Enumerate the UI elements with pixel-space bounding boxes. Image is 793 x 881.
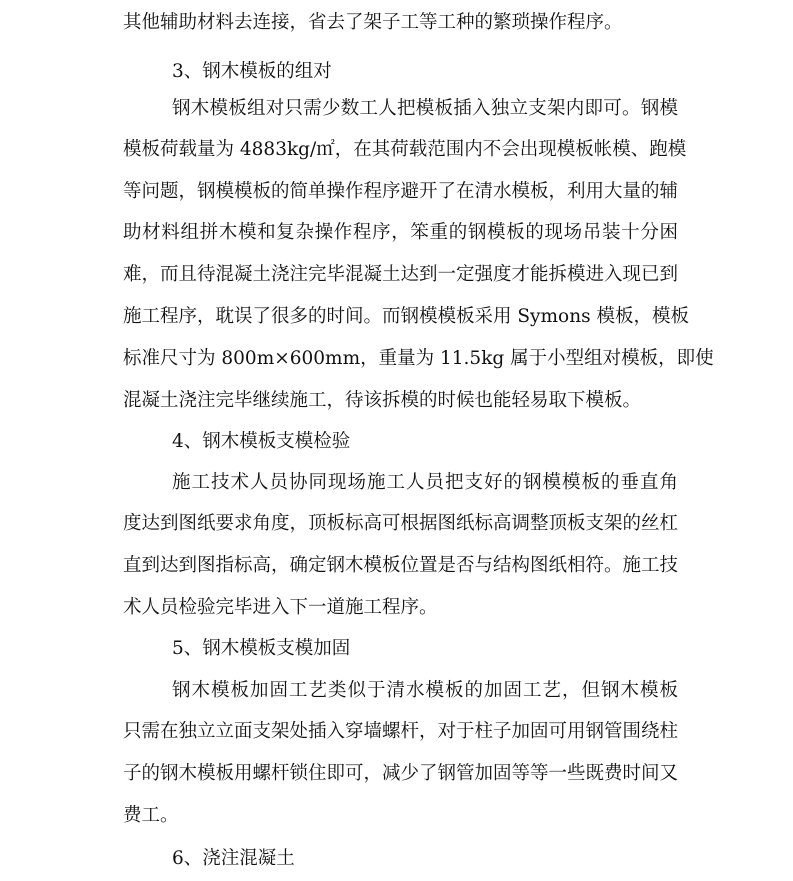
paragraph-line: 子的钢木模板用螺杆锁住即可，减少了钢管加固等等一些既费时间又 [123,763,679,784]
paragraph-line: 助材料组拼木模和复杂操作程序，笨重的钢模板的现场吊装十分困 [123,222,678,243]
paragraph-line: 钢木模板加固工艺类似于清水模板的加固工艺，但钢木模板 [172,680,678,701]
paragraph-line: 难，而且待混凝土浇注完毕混凝土达到一定强度才能拆模进入现已到 [123,264,679,285]
paragraph-line: 度达到图纸要求角度，顶板标高可根据图纸标高调整顶板支架的丝杠 [123,513,679,534]
section-heading-6: 6、浇注混凝土 [172,848,295,869]
paragraph-line: 直到达到图指标高，确定钢木模板位置是否与结构图纸相符。施工技 [123,555,679,576]
paragraph-line: 施工技术人员协同现场施工人员把支好的钢模模板的垂直角 [172,472,678,493]
paragraph-line: 模板荷载量为 4883kg/㎡，在其荷载范围内不会出现模板帐模、跑模 [123,139,687,160]
paragraph-line: 等问题，钢模模板的简单操作程序避开了在清水模板，利用大量的辅 [123,181,679,202]
paragraph-line: 费工。 [123,805,179,826]
section-heading-4: 4、钢木模板支模检验 [172,431,351,452]
paragraph-line: 只需在独立立面支架处插入穿墙螺杆，对于柱子加固可用钢管围绕柱 [123,721,679,742]
paragraph-line: 混凝土浇注完毕继续施工，待该拆模的时候也能轻易取下模板。 [123,390,642,411]
section-heading-3: 3、钢木模板的组对 [172,61,332,82]
paragraph-line: 其他辅助材料去连接，省去了架子工等工种的繁琐操作程序。 [123,12,623,33]
section-heading-5: 5、钢木模板支模加固 [172,638,351,659]
paragraph-line: 钢木模板组对只需少数工人把模板插入独立支架内即可。钢模 [172,98,678,119]
paragraph-line: 施工程序，耽误了很多的时间。而钢模模板采用 Symons 模板，模板 [123,306,689,327]
paragraph-line: 标准尺寸为 800m×600mm，重量为 11.5kg 属于小型组对模板，即使 [123,348,714,369]
paragraph-line: 术人员检验完毕进入下一道施工程序。 [123,597,438,618]
